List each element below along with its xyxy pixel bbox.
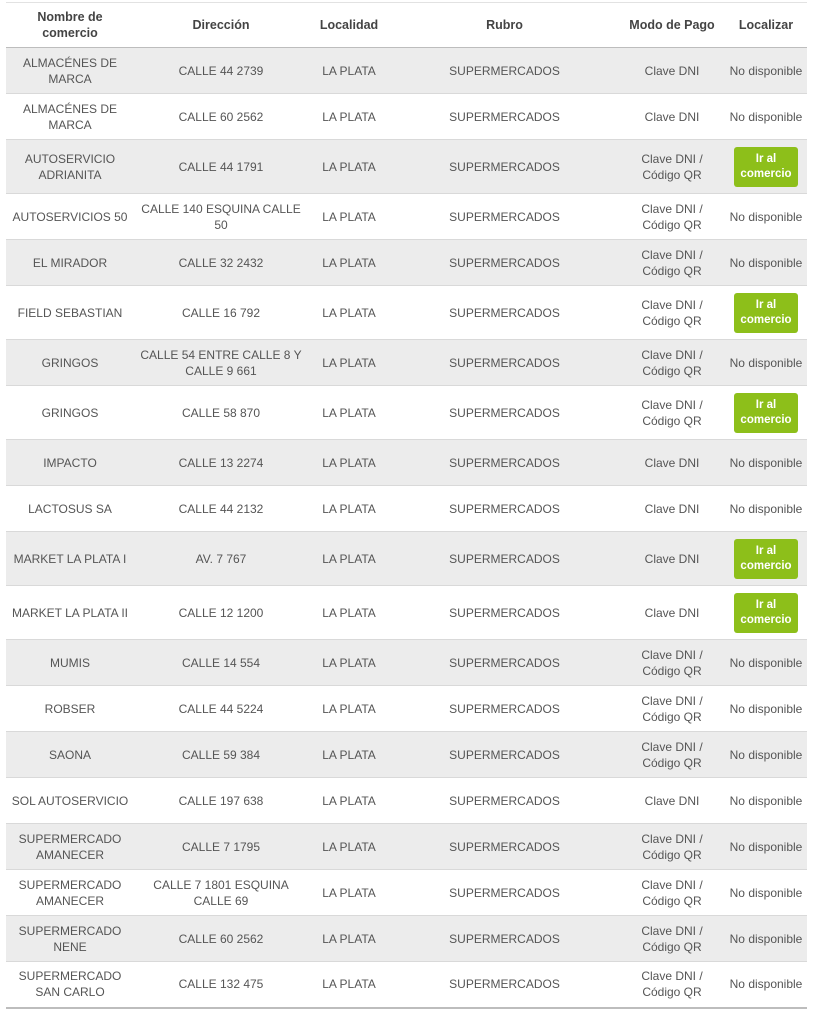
cell-rubro: SUPERMERCADOS	[390, 824, 619, 870]
cell-nombre: MUMIS	[6, 640, 134, 686]
header-rubro[interactable]: Rubro	[390, 3, 619, 48]
cell-localizar	[725, 386, 807, 440]
ir-al-comercio-button[interactable]: Ir al comercio	[734, 293, 798, 333]
ir-al-comercio-button[interactable]: Ir al comercio	[734, 147, 798, 187]
cell-nombre: SAONA	[6, 732, 134, 778]
cell-direccion: CALLE 140 ESQUINA CALLE 50	[134, 194, 308, 240]
cell-rubro: SUPERMERCADOS	[390, 586, 619, 640]
cell-rubro: SUPERMERCADOS	[390, 532, 619, 586]
cell-direccion: CALLE 60 2562	[134, 916, 308, 962]
cell-localizar	[725, 824, 807, 870]
cell-localidad: LA PLATA	[308, 486, 390, 532]
cell-localizar	[725, 586, 807, 640]
cell-rubro: SUPERMERCADOS	[390, 640, 619, 686]
cell-modo-pago: Clave DNI	[619, 586, 725, 640]
cell-direccion: CALLE 132 475	[134, 962, 308, 1008]
cell-localizar	[725, 916, 807, 962]
table-row	[6, 340, 807, 386]
table-row	[6, 486, 807, 532]
cell-localizar	[725, 962, 807, 1008]
header-localizar[interactable]: Localizar	[725, 3, 807, 48]
table-body	[6, 48, 807, 1008]
cell-localizar	[725, 194, 807, 240]
cell-localidad: LA PLATA	[308, 586, 390, 640]
cell-rubro: SUPERMERCADOS	[390, 962, 619, 1008]
cell-rubro: SUPERMERCADOS	[390, 778, 619, 824]
no-disponible-label: No disponible	[729, 209, 803, 224]
cell-nombre: GRINGOS	[6, 340, 134, 386]
cell-localidad: LA PLATA	[308, 732, 390, 778]
table-row	[6, 240, 807, 286]
cell-localizar	[725, 240, 807, 286]
cell-localidad: LA PLATA	[308, 532, 390, 586]
cell-direccion: CALLE 197 638	[134, 778, 308, 824]
no-disponible-label: No disponible	[729, 655, 803, 670]
cell-rubro: SUPERMERCADOS	[390, 916, 619, 962]
cell-modo-pago: Clave DNI	[619, 532, 725, 586]
cell-direccion: CALLE 16 792	[134, 286, 308, 340]
no-disponible-label: No disponible	[729, 355, 803, 370]
cell-rubro: SUPERMERCADOS	[390, 732, 619, 778]
table-row	[6, 194, 807, 240]
cell-localidad: LA PLATA	[308, 386, 390, 440]
cell-rubro: SUPERMERCADOS	[390, 240, 619, 286]
cell-localizar	[725, 140, 807, 194]
cell-nombre: SOL AUTOSERVICIO	[6, 778, 134, 824]
cell-localizar	[725, 286, 807, 340]
cell-nombre: LACTOSUS SA	[6, 486, 134, 532]
cell-rubro: SUPERMERCADOS	[390, 286, 619, 340]
cell-nombre: EL MIRADOR	[6, 240, 134, 286]
cell-localizar	[725, 686, 807, 732]
header-direccion[interactable]: Dirección	[134, 3, 308, 48]
cell-direccion: CALLE 54 ENTRE CALLE 8 Y CALLE 9 661	[134, 340, 308, 386]
cell-direccion: CALLE 44 1791	[134, 140, 308, 194]
table-row	[6, 140, 807, 194]
cell-nombre: IMPACTO	[6, 440, 134, 486]
cell-nombre: SUPERMERCADO NENE	[6, 916, 134, 962]
cell-modo-pago: Clave DNI	[619, 48, 725, 94]
no-disponible-label: No disponible	[729, 793, 803, 808]
cell-direccion: CALLE 44 2739	[134, 48, 308, 94]
no-disponible-label: No disponible	[729, 747, 803, 762]
cell-localizar	[725, 640, 807, 686]
cell-modo-pago: Clave DNI / Código QR	[619, 340, 725, 386]
ir-al-comercio-button[interactable]: Ir al comercio	[734, 539, 798, 579]
cell-localidad: LA PLATA	[308, 48, 390, 94]
cell-modo-pago: Clave DNI / Código QR	[619, 386, 725, 440]
cell-rubro: SUPERMERCADOS	[390, 194, 619, 240]
cell-localidad: LA PLATA	[308, 640, 390, 686]
cell-modo-pago: Clave DNI / Código QR	[619, 140, 725, 194]
cell-modo-pago: Clave DNI / Código QR	[619, 240, 725, 286]
cell-localidad: LA PLATA	[308, 824, 390, 870]
commerce-table	[6, 2, 807, 1009]
cell-rubro: SUPERMERCADOS	[390, 440, 619, 486]
cell-rubro: SUPERMERCADOS	[390, 48, 619, 94]
table-row	[6, 440, 807, 486]
no-disponible-label: No disponible	[729, 501, 803, 516]
table-row	[6, 586, 807, 640]
cell-nombre: MARKET LA PLATA I	[6, 532, 134, 586]
cell-direccion: CALLE 58 870	[134, 386, 308, 440]
cell-direccion: CALLE 60 2562	[134, 94, 308, 140]
table-row	[6, 962, 807, 1008]
cell-localizar	[725, 870, 807, 916]
header-localidad[interactable]: Localidad	[308, 3, 390, 48]
no-disponible-label: No disponible	[729, 701, 803, 716]
table-row	[6, 732, 807, 778]
cell-localidad: LA PLATA	[308, 194, 390, 240]
cell-localidad: LA PLATA	[308, 440, 390, 486]
table-row	[6, 48, 807, 94]
cell-localidad: LA PLATA	[308, 962, 390, 1008]
cell-modo-pago: Clave DNI	[619, 94, 725, 140]
cell-direccion: AV. 7 767	[134, 532, 308, 586]
cell-localizar	[725, 48, 807, 94]
ir-al-comercio-button[interactable]: Ir al comercio	[734, 593, 798, 633]
cell-localizar	[725, 340, 807, 386]
cell-direccion: CALLE 7 1801 ESQUINA CALLE 69	[134, 870, 308, 916]
cell-localizar	[725, 440, 807, 486]
no-disponible-label: No disponible	[729, 63, 803, 78]
table-row	[6, 94, 807, 140]
cell-nombre: AUTOSERVICIOS 50	[6, 194, 134, 240]
cell-modo-pago: Clave DNI	[619, 440, 725, 486]
no-disponible-label: No disponible	[729, 885, 803, 900]
table-row	[6, 916, 807, 962]
cell-localidad: LA PLATA	[308, 340, 390, 386]
no-disponible-label: No disponible	[729, 977, 803, 992]
cell-direccion: CALLE 59 384	[134, 732, 308, 778]
no-disponible-label: No disponible	[729, 839, 803, 854]
cell-nombre: ALMACÉNES DE MARCA	[6, 94, 134, 140]
cell-modo-pago: Clave DNI	[619, 778, 725, 824]
cell-nombre: FIELD SEBASTIAN	[6, 286, 134, 340]
no-disponible-label: No disponible	[729, 255, 803, 270]
cell-localizar	[725, 778, 807, 824]
cell-modo-pago: Clave DNI / Código QR	[619, 286, 725, 340]
cell-direccion: CALLE 7 1795	[134, 824, 308, 870]
table-row	[6, 386, 807, 440]
cell-modo-pago: Clave DNI / Código QR	[619, 870, 725, 916]
cell-rubro: SUPERMERCADOS	[390, 386, 619, 440]
cell-direccion: CALLE 44 5224	[134, 686, 308, 732]
cell-modo-pago: Clave DNI / Código QR	[619, 916, 725, 962]
cell-direccion: CALLE 13 2274	[134, 440, 308, 486]
cell-modo-pago: Clave DNI / Código QR	[619, 962, 725, 1008]
cell-rubro: SUPERMERCADOS	[390, 486, 619, 532]
no-disponible-label: No disponible	[729, 931, 803, 946]
cell-localidad: LA PLATA	[308, 778, 390, 824]
cell-rubro: SUPERMERCADOS	[390, 340, 619, 386]
cell-localidad: LA PLATA	[308, 140, 390, 194]
cell-modo-pago: Clave DNI	[619, 486, 725, 532]
no-disponible-label: No disponible	[729, 109, 803, 124]
cell-direccion: CALLE 14 554	[134, 640, 308, 686]
cell-direccion: CALLE 12 1200	[134, 586, 308, 640]
table-row	[6, 778, 807, 824]
cell-localizar	[725, 94, 807, 140]
cell-nombre: ROBSER	[6, 686, 134, 732]
cell-nombre: SUPERMERCADO AMANECER	[6, 824, 134, 870]
table-row	[6, 286, 807, 340]
cell-modo-pago: Clave DNI / Código QR	[619, 824, 725, 870]
cell-localidad: LA PLATA	[308, 240, 390, 286]
cell-modo-pago: Clave DNI / Código QR	[619, 686, 725, 732]
cell-localidad: LA PLATA	[308, 286, 390, 340]
ir-al-comercio-button[interactable]: Ir al comercio	[734, 393, 798, 433]
cell-rubro: SUPERMERCADOS	[390, 870, 619, 916]
cell-nombre: SUPERMERCADO AMANECER	[6, 870, 134, 916]
header-modo-pago[interactable]: Modo de Pago	[619, 3, 725, 48]
table-row	[6, 640, 807, 686]
cell-nombre: ALMACÉNES DE MARCA	[6, 48, 134, 94]
cell-modo-pago: Clave DNI / Código QR	[619, 640, 725, 686]
cell-nombre: GRINGOS	[6, 386, 134, 440]
cell-localizar	[725, 732, 807, 778]
cell-direccion: CALLE 32 2432	[134, 240, 308, 286]
cell-nombre: MARKET LA PLATA II	[6, 586, 134, 640]
no-disponible-label: No disponible	[729, 455, 803, 470]
header-nombre[interactable]: Nombre de comercio	[6, 3, 134, 48]
cell-nombre: AUTOSERVICIO ADRIANITA	[6, 140, 134, 194]
cell-localidad: LA PLATA	[308, 94, 390, 140]
cell-rubro: SUPERMERCADOS	[390, 686, 619, 732]
cell-rubro: SUPERMERCADOS	[390, 94, 619, 140]
cell-localidad: LA PLATA	[308, 870, 390, 916]
cell-modo-pago: Clave DNI / Código QR	[619, 732, 725, 778]
table-row	[6, 686, 807, 732]
cell-localizar	[725, 486, 807, 532]
table-row	[6, 532, 807, 586]
table-row	[6, 870, 807, 916]
cell-localizar	[725, 532, 807, 586]
cell-localidad: LA PLATA	[308, 916, 390, 962]
cell-nombre: SUPERMERCADO SAN CARLO	[6, 962, 134, 1008]
cell-rubro: SUPERMERCADOS	[390, 140, 619, 194]
cell-modo-pago: Clave DNI / Código QR	[619, 194, 725, 240]
table-header-row	[6, 3, 807, 48]
cell-direccion: CALLE 44 2132	[134, 486, 308, 532]
table-row	[6, 824, 807, 870]
cell-localidad: LA PLATA	[308, 686, 390, 732]
